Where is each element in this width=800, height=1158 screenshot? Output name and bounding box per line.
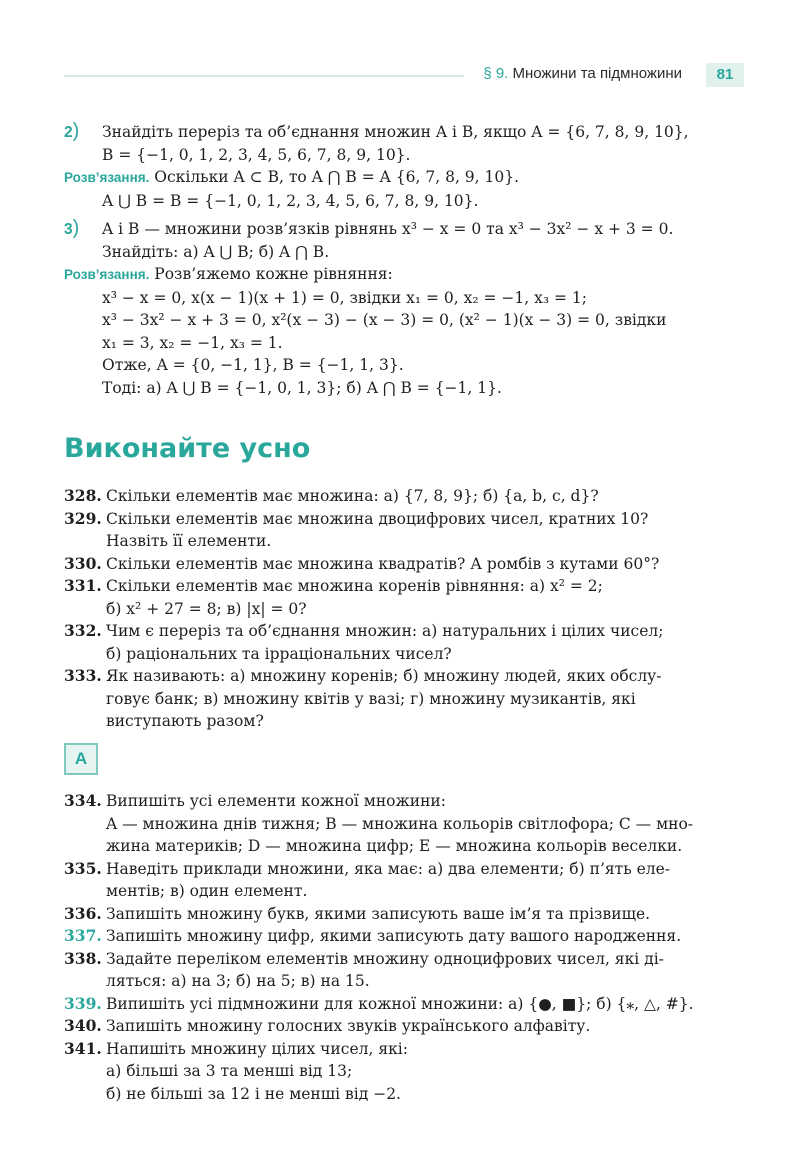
solution-text: A ⋃ B = B = {−1, 0, 1, 2, 3, 4, 5, 6, 7, 8, 9, 10}.: [102, 191, 479, 210]
exercise-item: [64, 485, 734, 508]
exercise-number: 331.: [64, 576, 102, 595]
level-a-task-list: [64, 790, 734, 1105]
exercise-text: Скільки елементів має множина коренів рівняння: а) x² = 2;: [106, 577, 603, 595]
exercise-item: [64, 553, 734, 576]
section-number: § 9.: [483, 65, 509, 82]
solution-text: Тоді: а) A ⋃ B = {−1, 0, 1, 3}; б) A ⋂ B = {−1, 1}.: [102, 378, 502, 397]
exercise-text: Чим є переріз та об’єднання множин: а) натуральних і цілих чисел;: [106, 622, 664, 640]
exercise-item: [64, 1038, 734, 1106]
exercise-item: [64, 665, 734, 733]
solution-text: x³ − x = 0, x(x − 1)(x + 1) = 0, звідки x₁ = 0, x₂ = −1, x₃ = 1;: [102, 288, 587, 307]
solution-text: x₁ = 3, x₂ = −1, x₃ = 1.: [102, 333, 283, 352]
oral-task-list: [64, 485, 734, 733]
example-text: Знайдіть переріз та об’єднання множин A і B, якщо A = {6, 7, 8, 9, 10},: [102, 123, 689, 141]
solution-text: Оскільки A ⊂ B, то A ⋂ B = A {6, 7, 8, 9, 10}.: [154, 168, 520, 186]
exercise-text: говує банк; в) множину квітів у вазі; г) множину музикантів, які: [106, 689, 636, 708]
example-text: B = {−1, 0, 1, 2, 3, 4, 5, 6, 7, 8, 9, 10}.: [102, 145, 411, 164]
exercise-text: Запишіть множину голосних звуків українського алфавіту.: [106, 1017, 591, 1035]
exercise-number: 328.: [64, 486, 102, 505]
exercise-number: 330.: [64, 553, 102, 573]
example-2: [64, 121, 734, 212]
exercise-number: 337.: [64, 926, 102, 945]
exercise-text: Випишіть усі елементи кожної множини:: [106, 792, 446, 810]
exercise-number: 336.: [64, 903, 102, 923]
section-heading: Виконайте усно: [64, 433, 311, 464]
exercise-text: Наведіть приклади множини, яка має: а) два елементи; б) п’ять еле-: [106, 859, 671, 878]
exercise-number: 340.: [64, 1016, 102, 1035]
exercise-text: жина материків; D — множина цифр; E — множина кольорів веселки.: [106, 837, 683, 855]
exercise-item: [64, 508, 734, 553]
solution-text: x³ − 3x² − x + 3 = 0, x²(x − 3) − (x − 3) = 0, (x² − 1)(x − 3) = 0, звідки: [102, 311, 667, 329]
exercise-number: 332.: [64, 621, 102, 640]
exercise-text: Назвіть її елементи.: [106, 532, 272, 550]
example-text: Знайдіть: а) A ⋃ B; б) A ⋂ B.: [102, 242, 330, 261]
exercise-text: A — множина днів тижня; B — множина кольорів світлофора; C — мно-: [106, 814, 694, 833]
exercise-text: Як називають: а) множину коренів; б) множину людей, яких обслу-: [106, 667, 662, 685]
exercise-item: [64, 948, 734, 993]
exercise-number: 338.: [64, 948, 102, 968]
exercise-number: 339.: [64, 993, 102, 1013]
exercise-text: Запишіть множину букв, якими записують ваше ім’я та прізвище.: [106, 904, 651, 923]
page-number: 81: [706, 63, 744, 87]
exercise-number: 335.: [64, 858, 102, 878]
exercise-item: [64, 620, 734, 665]
exercise-text: б) раціональних та ірраціональних чисел?: [106, 644, 452, 663]
exercise-number: 334.: [64, 791, 102, 810]
section-title: Множини та підмножини: [512, 65, 682, 82]
exercise-text: Напишіть множину цілих чисел, які:: [106, 1039, 408, 1058]
example-text: A і B — множини розв’язків рівнянь x³ − x = 0 та x³ − 3x² − x + 3 = 0.: [102, 220, 674, 238]
exercise-text: Запишіть множину цифр, якими записують дату вашого народження.: [106, 927, 682, 945]
exercise-text: а) більші за 3 та менші від 13;: [106, 1062, 353, 1080]
exercise-item: [64, 575, 734, 620]
solution-text: Отже, A = {0, −1, 1}, B = {−1, 1, 3}.: [102, 356, 404, 374]
header-rule: [64, 75, 464, 77]
example-3: [64, 218, 734, 399]
solution-text: Розв’яжемо кожне рівняння:: [154, 265, 393, 283]
exercise-item: [64, 925, 734, 948]
exercise-text: Випишіть усі підмножини для кожної множини: а) {●, ■}; б) {⁎, △, #}.: [106, 994, 694, 1013]
solution-label: Розв’язання.: [64, 170, 150, 185]
exercise-text: Скільки елементів має множина двоцифрових чисел, кратних 10?: [106, 509, 649, 528]
exercise-text: Скільки елементів має множина квадратів? А ромбів з кутами 60°?: [106, 554, 660, 573]
exercise-text: Скільки елементів має множина: а) {7, 8, 9}; б) {a, b, c, d}?: [106, 487, 599, 505]
running-header: [483, 65, 682, 82]
exercise-text: Задайте переліком елементів множину одноцифрових чисел, які ді-: [106, 949, 664, 968]
exercise-text: ляться: а) на 3; б) на 5; в) на 15.: [106, 972, 370, 990]
exercise-number: 329.: [64, 508, 102, 528]
example-number: 2): [64, 120, 80, 142]
exercise-item: [64, 790, 734, 858]
exercise-text: б) не більші за 12 і не менші від −2.: [106, 1084, 401, 1103]
exercise-text: б) x² + 27 = 8; в) |x| = 0?: [106, 599, 307, 618]
exercise-text: виступають разом?: [106, 712, 264, 730]
exercise-number: 341.: [64, 1038, 102, 1058]
exercise-text: ментів; в) один елемент.: [106, 882, 308, 900]
solution-label: Розв’язання.: [64, 267, 150, 282]
exercise-item: [64, 903, 734, 926]
exercise-item: [64, 993, 734, 1016]
level-a-badge: А: [64, 743, 98, 775]
exercise-item: [64, 858, 734, 903]
exercise-number: 333.: [64, 666, 102, 685]
example-number: 3): [64, 217, 80, 239]
exercise-item: [64, 1015, 734, 1038]
